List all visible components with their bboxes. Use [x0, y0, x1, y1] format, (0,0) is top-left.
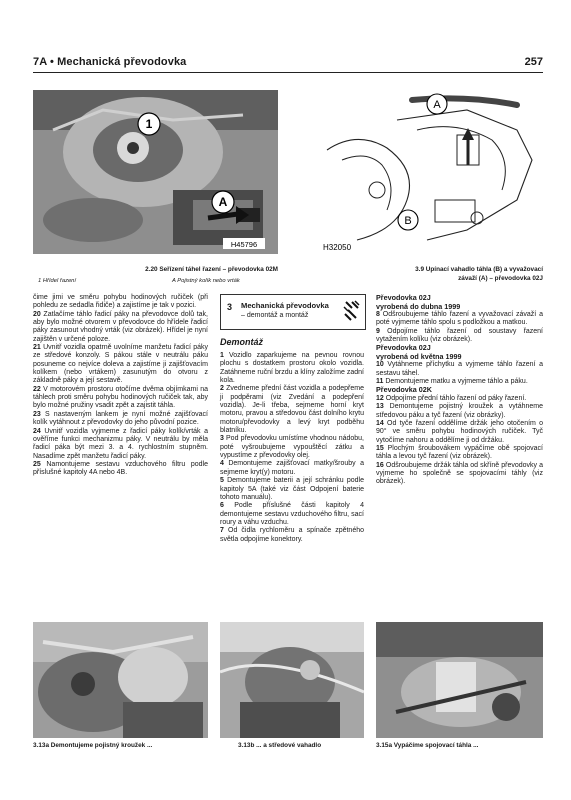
subheading: Převodovka 02J	[376, 343, 431, 353]
section-box	[220, 294, 366, 330]
photo-caption: 3.15a Vypáčíme spojovací táhla ...	[376, 742, 479, 749]
figure-caption-line-1: 3.9 Upínací vahadlo táhla (B) a vyvažovací	[415, 266, 543, 273]
paragraph: 8 Odšroubujeme táhlo řazení a vyvažovací závaží a poté vyjmeme táhlo spolu s podložkou a matkou.	[376, 311, 543, 327]
paragraph: 16 Odšroubujeme držák táhla od skříně převodovky a vyjmeme ho společně se spojovacími táhly (viz obrázek).	[376, 461, 544, 486]
paragraph: 22 V motorovém prostoru otočíme dvěma objímkami na táhlech proti směru pohybu hodinových ručiček tak, aby bylo možné pružiny vsadit zpět a zajistit táhla.	[33, 385, 208, 410]
paragraph: 13 Demontujeme pojistný kroužek a vytáhneme středovou páku a tyč řazení (viz obrázky).	[376, 403, 544, 419]
paragraph: 25 Namontujeme sestavu vzduchového filtru podle příslušné kapitoly 4A nebo 4B.	[33, 460, 208, 477]
figure-legend-1: 1 Hřídel řazení	[38, 278, 77, 284]
text-column-2	[220, 352, 364, 544]
paragraph: 10 Vytáhneme příchytku a vyjmeme táhlo řazení a sestavu táhel.	[376, 361, 543, 377]
photo-caption: 3.13b ... a středové vahadlo	[238, 742, 322, 749]
subheading: Převodovka 02K	[376, 385, 432, 395]
section-title: Mechanická převodovka	[241, 301, 329, 310]
page-header	[33, 52, 543, 72]
text-column-1	[33, 294, 208, 478]
paragraph: 2 Zvedneme přední část vozidla a podepřeme ji podpěrami (viz Zvedání a podepření vozidla). Je-li třeba, sejmeme horní kryt motoru, pravou a středovou část dolního krytu motoru/převodovky a levý kryt podběhu blatníku.	[220, 385, 364, 435]
header-rule	[33, 72, 543, 73]
callout-a: A	[433, 99, 441, 111]
paragraph: 14 Od tyče řazení oddělíme držák jeho otočením o 90° ve směru pohybu hodinových ručiček. Tyč vytočíme nahoru a oddělíme ji od držáku.	[376, 419, 543, 444]
subheading: Převodovka 02J	[376, 293, 431, 302]
figure-legend-2: A Pojistný kolík nebo vrták	[172, 278, 240, 284]
photo-caption: 3.13a Demontujeme pojistný kroužek ...	[33, 742, 153, 749]
figure-caption-line-2: závaží (A) – převodovka 02J	[458, 275, 543, 282]
paragraph: čime jimi ve směru pohybu hodinových ručiček (při pohledu ze sedadla řidiče) a zajistíme je tak v pozici.	[33, 294, 208, 310]
paragraph: 9 Odpojíme táhlo řazení od soustavy řazení vytažením kolíku (viz obrázek).	[376, 327, 543, 344]
paragraph: 5 Demontujeme baterii a její schránku podle kapitoly 5A (také viz část Odpojení baterie tohoto manuálu).	[220, 477, 364, 501]
page-number: 257	[524, 56, 543, 68]
photo-3-15a	[376, 622, 543, 738]
paragraph: 15 Plochým šroubovákem vypáčíme obě spojovací táhla a levou tyč řazení (viz obrázek).	[376, 444, 543, 461]
callout-b: B	[404, 215, 412, 227]
paragraph: 3 Pod převodovku umístíme vhodnou nádobu, poté vyšroubujeme vypouštěcí zátku a vypustíme z převodovky olej.	[220, 435, 364, 460]
photo-3-13b	[220, 622, 364, 738]
paragraph: 1 Vozidlo zaparkujeme na pevnou rovnou plochu s dostatkem prostoru okolo vozidla. Zatáhneme ruční brzdu a klíny založíme zadní kola.	[220, 352, 364, 385]
paragraph: 23 S nastaveným lankem je nyní možné zajišťovací kolík vytáhnout z převodovky do jeho původní pozice.	[33, 410, 208, 427]
paragraph: 11 Demontujeme matku a vyjmeme táhlo a páku.	[376, 378, 528, 386]
text-column-3	[376, 294, 543, 487]
callout-a: A	[218, 195, 228, 209]
paragraph: 6 Podle příslušné části kapitoly 4 demontujeme sestavu vzduchového filtru, sací roury a váhu vzduchu.	[220, 502, 364, 526]
paragraph: 24 Uvnitř vozidla vyjmeme z řadicí páky kolík/vrták a ověříme funkci mechanizmu páky. V neutrálu by měla řadicí páka být mezi 3. a 4. rychlostním stupněm. Nasadíme zpět manžetu řadicí páky.	[33, 427, 208, 460]
paragraph: 7 Od čidla rychloměru a spínače zpětného světla odpojíme konektory.	[220, 527, 364, 543]
section-number: 3	[227, 302, 233, 312]
paragraph: 12 Odpojíme přední táhlo řazení od páky řazení.	[376, 394, 527, 402]
section-heading: Demontáž	[220, 337, 264, 347]
paragraph: 21 Uvnitř vozidla opatrně uvolníme manžetu řadicí páky ze středové konzoly. S pákou stále v neutrálu páku posuneme co nejvíce doleva a zajistíme ji zajišťovacím kolíkem (nebo vrtákem) zasunutým do otvoru z základně páky a její sestavě.	[33, 344, 208, 385]
wrench-icon	[343, 299, 361, 323]
subheading: vyrobená od května 1999	[376, 351, 462, 361]
callout-1: 1	[145, 117, 153, 131]
drawing-figure-3-9	[317, 90, 543, 256]
figure-caption: 2.20 Seřízení táhel řazení – převodovka 02M	[145, 266, 278, 273]
figure-code: H32050	[323, 243, 352, 252]
section-title: 7A • Mechanická převodovka	[33, 56, 187, 68]
paragraph: 20 Zatlačíme táhlo řadicí páky na převodovce dolů tak, aby bylo možné otvorem v převodovce do hřídele řadicí páky zasunout vhodný vrták (viz obrázek). Hřídel je nyní zajištěn v určené poloze.	[33, 310, 209, 343]
figure-code: H45796	[230, 240, 258, 249]
paragraph: 4 Demontujeme zajišťovací matky/šrouby a sejmeme kryt(y) motoru.	[220, 460, 364, 476]
section-subtitle: – demontáž a montáž	[241, 312, 309, 319]
subheading: vyrobená do dubna 1999	[376, 301, 461, 311]
photo-figure-2-20	[33, 90, 278, 254]
photo-3-13a	[33, 622, 208, 738]
